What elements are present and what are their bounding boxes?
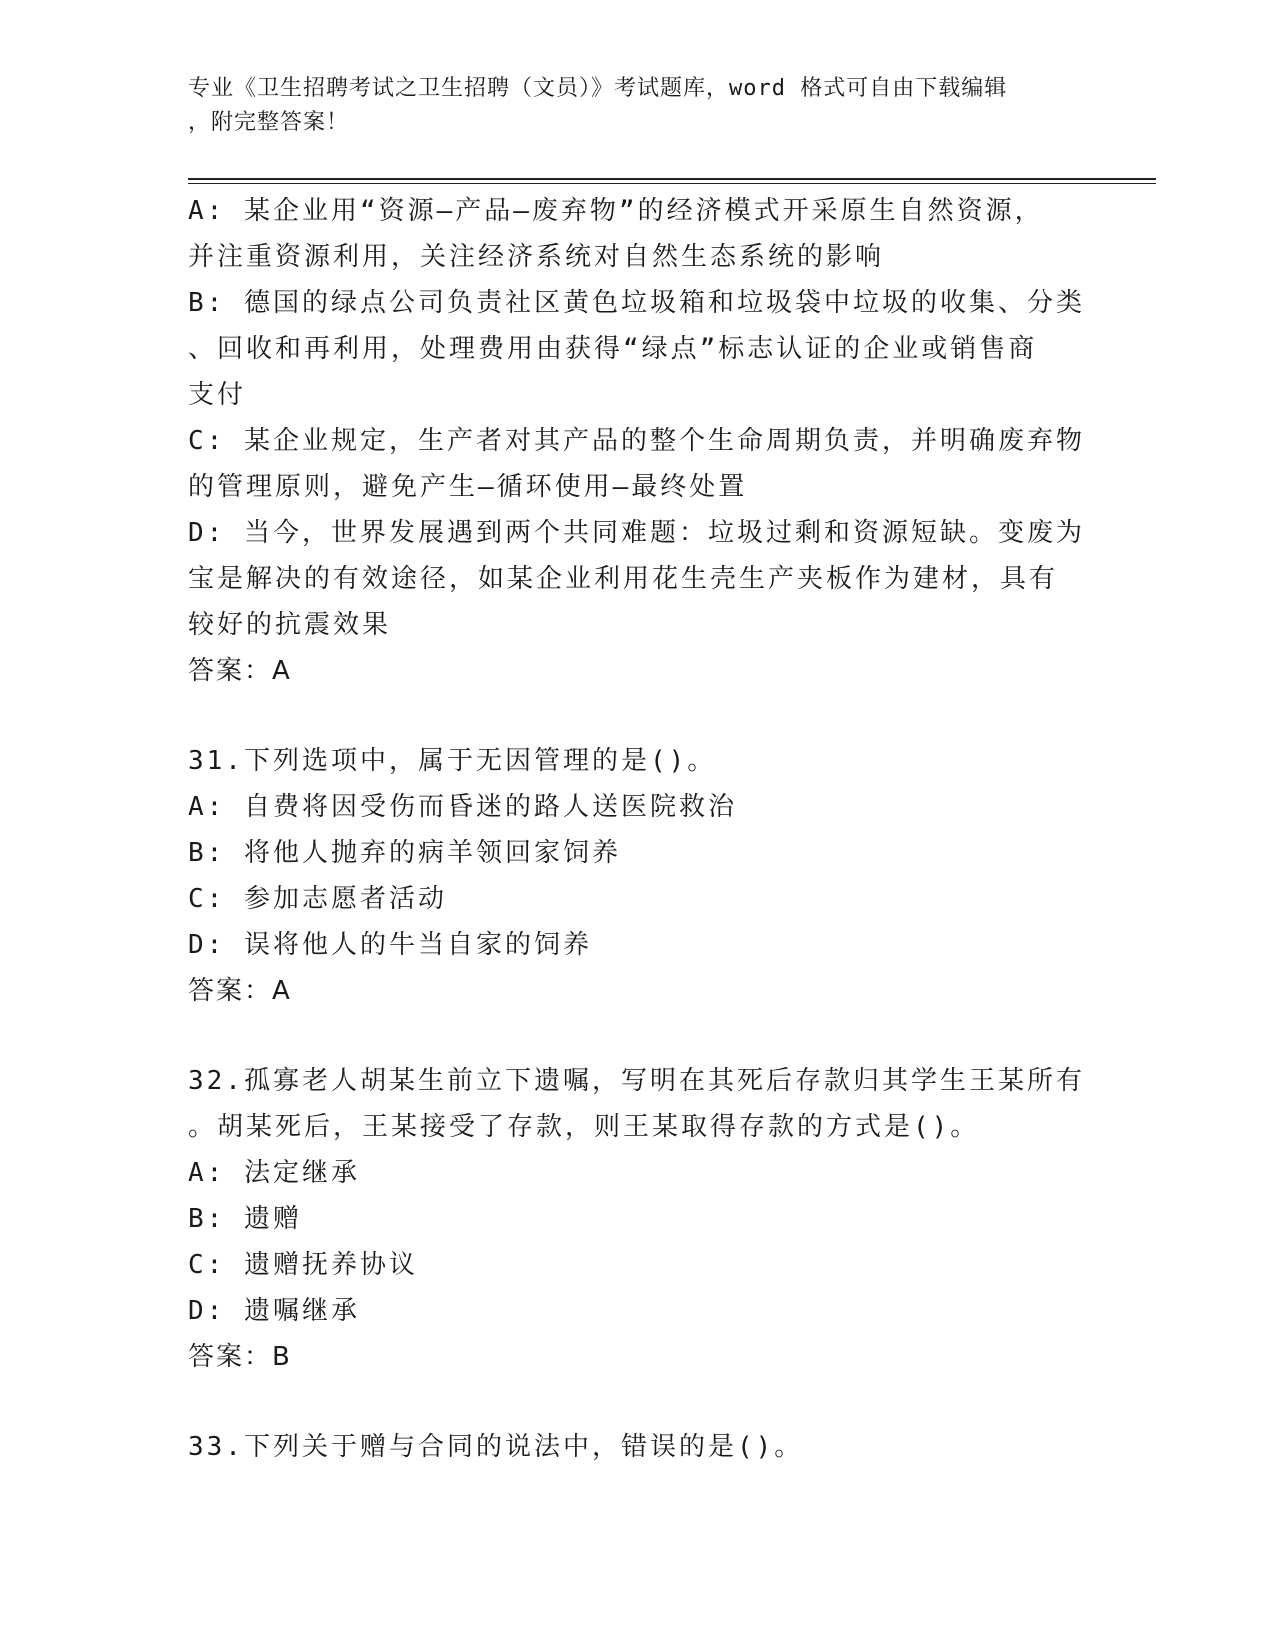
- document-body: [188, 188, 1088, 1470]
- q32-option-d: D: 遗嘱继承: [188, 1296, 360, 1326]
- q30-option-b-line-1: B: 德国的绿点公司负责社区黄色垃圾箱和垃圾袋中垃圾的收集、分类: [188, 288, 1085, 318]
- q30-option-c-line-2: 的管理原则，避免产生—循环使用—最终处置: [188, 472, 748, 502]
- q30-option-d-line-2: 宝是解决的有效途径，如某企业利用花生壳生产夹板作为建材，具有: [188, 564, 1059, 594]
- document-header: [188, 72, 1068, 140]
- q30-option-d-line-1: D: 当今，世界发展遇到两个共同难题：垃圾过剩和资源短缺。变废为: [188, 518, 1085, 548]
- spacer: [188, 1380, 1088, 1424]
- q32-option-b: B: 遗赠: [188, 1204, 302, 1234]
- q32-answer: 答案：B: [188, 1342, 292, 1372]
- q32-question-line-2: 。胡某死后，王某接受了存款，则王某取得存款的方式是()。: [188, 1112, 980, 1142]
- header-line-1: 专业《卫生招聘考试之卫生招聘（文员）》考试题库，word 格式可自由下载编辑: [188, 76, 1008, 101]
- question-31-block: [188, 738, 1088, 1014]
- header-rule-thin: [188, 183, 1156, 184]
- q32-option-a: A: 法定继承: [188, 1158, 360, 1188]
- question-33-block: [188, 1424, 1088, 1470]
- q31-option-d: D: 误将他人的牛当自家的饲养: [188, 930, 592, 960]
- q33-question: 33.下列关于赠与合同的说法中，错误的是()。: [188, 1432, 804, 1462]
- header-line-2: ，附完整答案！: [188, 110, 350, 135]
- spacer: [188, 694, 1088, 738]
- q31-option-a: A: 自费将因受伤而昏迷的路人送医院救治: [188, 792, 737, 822]
- q30-option-a-line-2: 并注重资源利用，关注经济系统对自然生态系统的影响: [188, 242, 885, 272]
- header-rule-thick: [188, 178, 1156, 180]
- question-32-block: [188, 1058, 1088, 1380]
- q32-option-c: C: 遗赠抚养协议: [188, 1250, 418, 1280]
- q31-option-c: C: 参加志愿者活动: [188, 884, 447, 914]
- q30-option-d-line-3: 较好的抗震效果: [188, 610, 392, 640]
- q31-answer: 答案：A: [188, 976, 292, 1006]
- spacer: [188, 1014, 1088, 1058]
- q30-option-b-line-2: 、回收和再利用，处理费用由获得“绿点”标志认证的企业或销售商: [188, 334, 1038, 364]
- q31-option-b: B: 将他人抛弃的病羊领回家饲养: [188, 838, 621, 868]
- q30-option-c-line-1: C: 某企业规定，生产者对其产品的整个生命周期负责，并明确废弃物: [188, 426, 1085, 456]
- q30-answer: 答案：A: [188, 656, 292, 686]
- q31-question: 31.下列选项中，属于无因管理的是()。: [188, 746, 717, 776]
- q30-option-a-line-1: A: 某企业用“资源—产品—废弃物”的经济模式开采原生自然资源，: [188, 196, 1044, 226]
- q30-option-b-line-3: 支付: [188, 380, 247, 410]
- question-30-block: [188, 188, 1088, 694]
- q32-question-line-1: 32.孤寡老人胡某生前立下遗嘱，写明在其死后存款归其学生王某所有: [188, 1066, 1085, 1096]
